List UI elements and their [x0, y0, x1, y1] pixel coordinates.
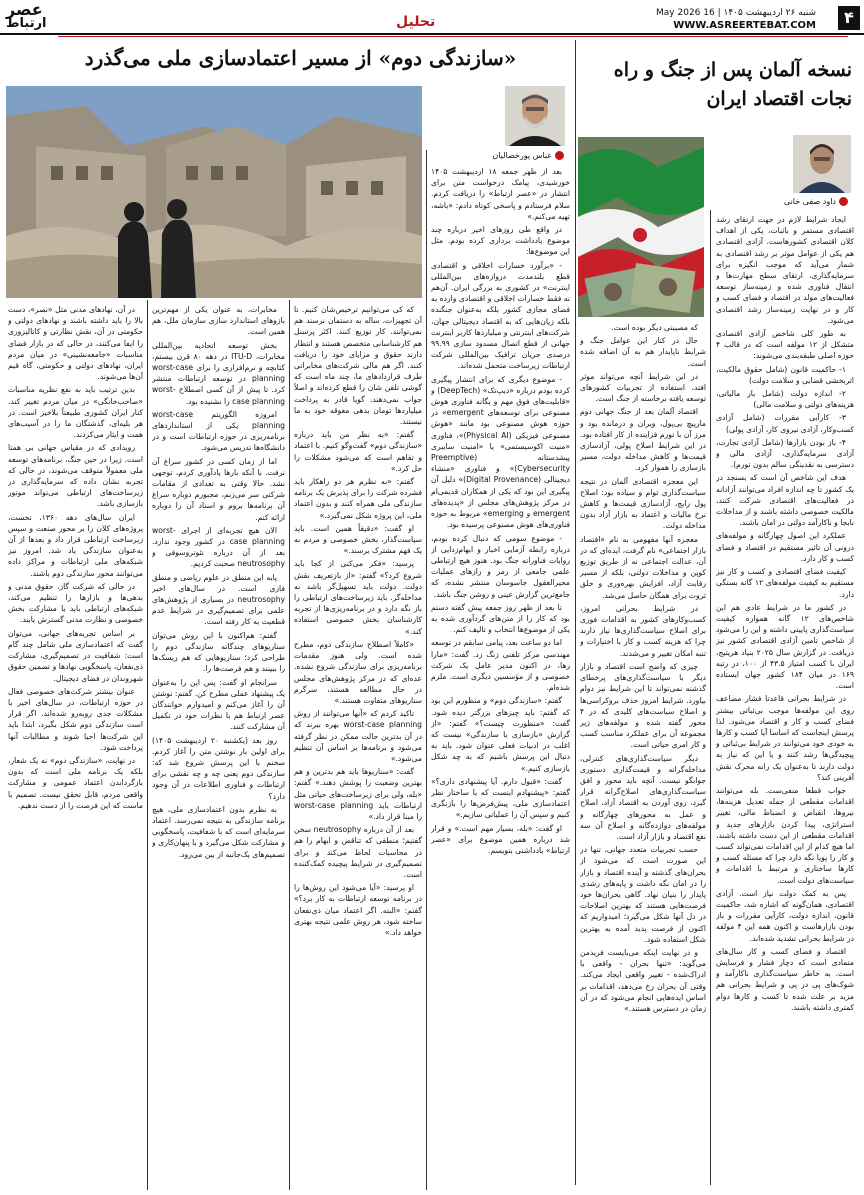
- article-paragraph: در شرایط بحرانی قاعدتا فشار مضاعف روی این مولفه‌ها موجب بی‌ثباتی بیشتر فضای کسب و کار و اقتصاد می‌شود. لذا پرسش اینجاست که اساسا آیا کسب و کارها به خودی خود می‌توانند در شرایط بی‌ثباتی و پیچیدگی‌ها رشد کنند و یا این که نیاز به دولت دارند تا به‌عنوان یک رانه محرک نقش آفرینی کند؟: [716, 694, 854, 782]
- right-author-byline: داود صفی خانی: [784, 197, 848, 206]
- article-paragraph: در کشور ما در شرایط عادی هم این شاخص‌های ۱۲ گانه همواره کیفیت سیاست‌گذاری پایینی داشته و این را می‌شود از شاخص تامین آزادی اقتصادی کشور نیز دریافت. در گزارش سال ۲۰۲۵ بنیاد هریتیج، ایران با کسب امتیاز ۴۳.۵ از ۱۰۰، در رتبه ۱۶۹ در میان ۱۸۴ کشور جهان ایستاده است.: [716, 602, 854, 691]
- article-paragraph: در شرایط بحرانی امروز، کسب‌وکارهای کشور به اقدامات فوری برای اصلاح سیاست‌گذاری‌ها نیاز دارند چرا که هزینه کسب و کار با اختیارات و تنبه امکان تغییر و می‌شدند.: [580, 603, 706, 658]
- article-paragraph: گفتم: «به نظرم هر دو راهکار باید فشرده شرکت را برای پذیرش یک برنامه سازندگی ملی همراه کنند و بدون اعتماد ملی، این پروژه شکل نمی‌گیرد.»: [294, 477, 422, 520]
- left-author-byline: عباس پورخصالیان: [492, 151, 564, 160]
- article-paragraph: ۱- حاکمیت قانون (شامل حقوق مالکیت، اثربخشی قضایی و سلامت دولت): [716, 364, 854, 385]
- article-paragraph: «کاملاً اصطلاح سازندگی دوم، مطرح شده است. ولی هنوز مقدمات برنامه‌ریزی برای سازندگی شروع نشده. عده‌ای که در مرکز پژوهش‌های مجلس در حال مطالعه هستند، سرگرم سناریوهای متفاوت هستند.»: [294, 639, 422, 705]
- newspaper-logo: [6, 2, 46, 32]
- article-paragraph: عنوان بیشتر شرکت‌های خصوصی فعال در حوزه ارتباطات، در سال‌های اخیر با مشکلات جدی روبه‌رو شده‌اند. اگر قرار است سازندگی دوم شکل بگیرد، ابتدا باید این شرکت‌ها احیا شوند و مطالبات آنها پرداخت شود.: [8, 686, 143, 752]
- flag-money-photo: [578, 137, 704, 317]
- article-paragraph: او گفت: «بله، بسیار مهم است.» و قرار شد درباره همین موضوع برای «عصر ارتباط» یادداشتی بنویسم.: [431, 823, 570, 855]
- article-paragraph: تاکید کردم که «آنها می‌توانند از روش worst-case planning بهره ببرند که در آن بدترین حالت ممکن در نظر گرفته می‌شود و برنامه‌ها بر اساس آن تنظیم می‌شود.»: [294, 709, 422, 763]
- article-divider: [575, 40, 576, 1185]
- column-divider: [710, 210, 711, 1185]
- article-paragraph: پرسید: «فکر می‌کنی از کجا باید شروع کرد؟» گفتم: «از بازتعریف نقش دولت. دولت باید تسهیل‌گر باشد نه مداخله‌گر. باید زیرساخت‌های ارتباطی را باز نگه دارد و در برنامه‌ریزی‌ها از تجربه کارشناسان بخش خصوصی استفاده کند.»: [294, 559, 422, 636]
- article-paragraph: ۴- باز بودن بازارها (شامل آزادی تجارت، آزادی سرمایه‌گذاری، آزادی مالی و دسترسی به نقدینگی سالم بدون تورم).: [716, 437, 854, 470]
- article-paragraph: که مصیبتی دیگر بوده است.: [611, 323, 698, 332]
- article-paragraph: هدف این شاخص آن است که بسنجد در یک کشور تا چه اندازه افراد می‌توانند آزادانه در فعالیت‌های اقتصادی شرکت کنند، مالکیت خصوصی داشته باشند و از مداخلات نابجا و ناکارآمد دولتی در امان باشند.: [716, 473, 854, 528]
- article-paragraph: اما دو ساعت بعد، پیامی سابقم در توسعه مهندسی مرکز تلفنی زنگ زد. گفت: «مارا رها، در اکنون مدیر عامل یک شرکت خصوصی و از مؤسسین دیگری است. ملزم شده‌ام.: [431, 638, 570, 693]
- article-paragraph: در حالی که شرکت گاز، حقوق مدنی و بدهی‌ها و بازارها را تنظیم می‌کند، شبکه‌های ارتباطی باید با مشارکت بخش خصوصی و نظارت مدنی گسترش یابند.: [8, 581, 143, 625]
- article-paragraph: روز بعد (یکشنبه ۲۰ اردیبهشت ۱۴۰۵) برای اولین بار نوشتن متن را آغاز کردم. سخنم با این پرسش شروع شد که: سازندگی دوم یعنی چه و چه نقشی برای ارتباطات و فناوری اطلاعات در آن وجود دارد؟: [152, 735, 285, 801]
- article-paragraph: گفتم: «به نظر من باید درباره «سازندگی دوم» گفت‌وگو کنیم. با اعتماد و تفاهم است که می‌شود مشکلات را حل کرد.»: [294, 430, 422, 473]
- right-column-1: [716, 214, 854, 1190]
- article-paragraph: الان هیچ تجربه‌ای از اجرای worst-case planning در کشور وجود ندارد. بعد از آن درباره نئوتروسوفی و neutrosophy صحبت کردیم.: [152, 525, 285, 569]
- issue-date: شنبه ۲۶ اردیبهشت ۱۴۰۵ | 16 May 2026: [656, 8, 816, 18]
- article-paragraph: سرانجام او گفت: پس این را به‌عنوان یک پیشنهاد عملی مطرح کن. گفتم: نوشتن آن را آغاز می‌کنم و امیدوارم خوانندگان عصر ارتباط هم با نظرات خود در تکمیل آن مشارکت کنند.: [152, 677, 285, 732]
- pen-icon: [555, 151, 564, 160]
- section-rule: [58, 36, 848, 37]
- right-article-title: نسخه آلمان پس از جنگ و راه نجات اقتصاد ایران: [613, 59, 852, 110]
- article-paragraph: و در نهایت اینکه می‌بایست فریدمن می‌گوید: «تنها بحران - واقعی یا ادراک‌شده - تغییر واقعی ایجاد می‌کند. وقتی آن بحران رخ می‌دهد، اقدامات بر اساس ایده‌هایی انجام می‌شود که در آن زمان در دسترس هستند.»: [580, 947, 706, 1013]
- article-paragraph: - موضوع دیگری که برای انتشار پیگیری کرده بودم درباره «دیپ‌تک» (DeepTech) و «قابلیت‌های فوق مهم و یگانه فناوری هوش مصنوعی برای توسعه‌های emergent» در حوزه هوش مصنوعی بود مانند «هوش مصنوعی فیزیکی (Physical AI)»، فناوری «منیت اکوسیستمی» یا «امنیت سایبری پیشدستانه (Preemptive Cybersecurity)» و فناوری «منشاء دیجیتالی (Digital Provenance)» دلیل آن پیگیری این بود که یکی از همکاران قدیمی‌ام در مرکز پژوهش‌های مجلس از «پدیده‌های emergent و emerging» مربوط به حوزه فناوری‌های هوش مصنوعی پرسیده بود.: [431, 374, 570, 530]
- article-paragraph: بر اساس تجربه‌های جهانی، می‌توان گفت که اعتمادسازی ملی شامل چند گام است: شفافیت در تصمیم‌گیری، مشارکت ذی‌نفعان، پاسخگویی نهادها و تضمین حقوق شهروندان در فضای دیجیتال.: [8, 628, 143, 683]
- article-paragraph: پس به کمک دولت نیاز است. آزادی اقتصادی، همان‌گونه که اشاره شد، حاکمیت قانون، اندازه دولت، کارآیی مقررات و باز بودن بازارهاست و اکنون همه این ۴ مولفه در شرایط بحرانی تشدید شده‌اند.: [716, 888, 854, 943]
- article-paragraph: دیگر سیاست‌گذاری‌های کنترلی، مداخله‌گرانه و قیمت‌گذاری دستوری جوابگو نیست. آنچه باید محور و افق سیاست‌گذاری‌های اصلاح‌گرانه قرار گیرد، روی آوردن به اقتصاد آزاد، اصلاح و عمل به محورهای چهارگانه و مولفه‌های دوازده‌گانه و اصلاح آن سه نفع اقتصاد و بازار آزاد است.: [580, 753, 706, 841]
- right-column-2: [580, 322, 706, 1190]
- article-paragraph: به نظرم بدون اعتمادسازی ملی، هیچ برنامه سازندگی به نتیجه نمی‌رسد. اعتماد سرمایه‌ای است که با شفافیت، پاسخگویی و مشارکت شکل می‌گیرد و با پنهان‌کاری و تصمیم‌های یک‌جانبه از بین می‌رود.: [152, 804, 285, 859]
- article-paragraph: که کی می‌توانیم ترخیص‌شان کنیم. تا آن تجهیزات، ساله به دستمان نرسند هم نمی‌توانند. کار توزیع کنند. اکثر پرسنل هم کارشناسانی متخصص هستند و انتظار دارند حقوق و مزایای خود را دریافت کنند. اگر هم مالی شرکت‌های مخابراتی طرف قراردادهای ما، چند ماه است که گوشی تلفن شان را قطع کرده‌اند و اصلاً جواب نمی‌دهند. گویا قادر به پرداخت میلیاردها تومان بدهی معوقه خود به ما نیستند.: [294, 305, 422, 427]
- header-rule: [0, 33, 864, 35]
- logo-line-2: ارتباط: [6, 16, 47, 31]
- article-paragraph: حسب تجربیات متعدد جهانی، تنها در این صورت است که می‌شود از بحران‌های گذشته و آینده اقتصاد و بازار را در امان نگه داشت و پایه‌های رشدی پایدار را بنیان نهاد. گاهی بحران‌ها خود فرصت‌هایی هستند که بهترین اصلاحات در دل آنها شکل می‌گیرد؛ امیدواریم که اکنون از فرصت پدید آمده به بهترین شکل استفاده شود.: [580, 845, 706, 944]
- column-divider: [147, 300, 148, 1190]
- article-paragraph: ۲- اندازه دولت (شامل بار مالیاتی، هزینه‌های دولتی و سلامت مالی): [716, 389, 854, 410]
- left-column-2: [294, 304, 422, 1190]
- article-paragraph: حال در کنار این عوامل جنگ و شرایط ناپایدار هم به آن اضافه شده است.: [580, 336, 706, 368]
- article-paragraph: بدین ترتیب باید به نفع نظریه مناسبات «صاحب‌خانگی» در میان مردم تغییر کند. کنار ایران کشوری طبیعتاً بلاخیز است. در هر بلیه‌ای، گذشتگان ما را در آسیب‌های همت و ایثار می‌کردند.: [8, 385, 143, 440]
- article-paragraph: چیزی که واضح است اقتصاد و بازار دیگر با سیاست‌گذاری‌های پرخطای گذشته نمی‌تواند تا این شرایط نیز دوام بیاورد. شرایط امروز حذف بروکراسی‌ها و اصلاح سیاست‌های کلیدی که در ۴ محور گفته شده و مولفه‌های زیر مجموعه آن برای عملکرد مناسب کسب و کار امری حیاتی است.: [580, 661, 706, 750]
- article-paragraph: او گفت: «دقیقاً همین است. باید سیاست‌گذار، بخش خصوصی و مردم به یک فهم مشترک برسند.»: [294, 523, 422, 556]
- article-paragraph: این معجزه اقتصادی آلمان در نتیجه سیاست‌گذاری توام و سیاده بود: اصلاح پول رایج، آزادسازی قیمت‌ها و کاهش نرخ مالیات و اعتماد به بازار آزاد بدون مداخله دولت.: [580, 476, 706, 531]
- left-article-title: «سازندگی دوم» از مسیر اعتمادسازی ملی می‌گذرد: [84, 46, 517, 70]
- article-paragraph: پایه این منطق در علوم ریاضی و منطق فازی است. در سال‌های اخیر neutrosophy در بسیاری از پژوهش‌های علمی برای تصمیم‌گیری در شرایط عدم قطعیت به کار رفته است.: [152, 572, 285, 627]
- article-paragraph: گفت: «قبول دارم. آیا پیشنهادی داری؟» گفتم: «پیشنهادم اینست که با ساختار نظر اعتمادسازی ملی، پیش‌فرض‌ها را بازنگری کنیم و سپس آن را عملیاتی سازیم.»: [431, 776, 570, 820]
- article-paragraph: ایجاد شرایط لازم در جهت ارتقای رشد اقتصادی مستمر و باثبات، یکی از اهداف کلان اقتصادی کشورهاست. آزادی اقتصادی هم یکی از عوامل موثر بر رشد اقتصادی به شمار می‌آید که موجب انگیزه برای سرمایه‌گذاری، ارتقای سطح مهارت‌ها و انتقال فناوری شده و زمینه‌ساز توسعه فعالیت‌های مولد در اقتصاد و فضای کسب و کار و در نهایت زمینه‌ساز رشد اقتصادی می‌شود.: [716, 215, 854, 325]
- article-paragraph: در واقع طی روزهای اخیر درباره چند موضوع یادداشت برداری کرده بودم. مثل این موضوع‌ها:: [431, 225, 570, 257]
- article-paragraph: تا بعد از ظهر روز جمعه پیش گفته دستم بود که کار را از متن‌های گردآوری شده به یکی از موضوع‌ها انتخاب و تالیف کنم.: [431, 602, 570, 635]
- article-paragraph: معجزه آنها مفهومی به نام «اقتصاد بازار اجتماعی» نام گرفت، ایده‌ای که در آن، عدالت اجتماعی نه از طریق توزیع کوپن و مداخلات دولتی، بلکه از مسیر رقابت آزاد، افزایش بهره‌وری و خلق ثروت برای همگان حاصل می‌شد.: [580, 534, 706, 600]
- column-divider: [426, 150, 427, 1190]
- article-paragraph: بعد از ظهر جمعه ۱۸ اردیبهشت ۱۴۰۵ خورشیدی، پیامک درخواست متن برای انتشار در «عصر ارتباط» را دریافت کردم. سلام فرستادم و پاسخی کوتاه دادم: «باشه، تهیه می‌کنم.»: [431, 167, 570, 221]
- article-paragraph: در این شرایط آنچه می‌تواند موثر افتد، استفاده از تجربیات کشورهای توسعه یافته برخاسته از جنگ است.: [580, 371, 706, 404]
- article-paragraph: اقتصاد آلمان بعد از جنگ جهانی دوم مارپیچ بی‌پول، ویران و درمانده بود و مرز آن با تورم فزاینده از کار افتاده بود. در این شرایط اصلاح پولی، آزادسازی قیمت‌ها و کاهش مداخله دولت، مسیر بازسازی را هموار کرد.: [580, 407, 706, 473]
- article-paragraph: اما از زمان کسی در کشور سراغ آن نرفت. با آنکه بارها یادآوری کردم، توجهی نشد. حالا وقتی به تعدادی از مقامات شرکتی سر می‌زنم، مجبورم دوباره سراغ آن برنامه‌ها بروم و اسناد آن را دوباره ارائه کنم.: [152, 456, 285, 522]
- logo-line-1: عصر: [6, 0, 43, 19]
- article-paragraph: ۳- کارآیی مقررات (شامل آزادی کسب‌وکار، آزادی نیروی کار، آزادی پولی): [716, 413, 854, 434]
- article-paragraph: - «برآورد خسارات اخلاقی و اقتصادی قطع بلندمدت دروازه‌های بین‌المللی اینترنت» در کشوری به بزرگی ایران. آن‌هم نه فقط خسارات اخلاقی و اقتصادی وارده به فضای مجازی کشور بلکه به‌عنوان جنگنده بلکه زیان‌هایی که به اقتصاد دیجیتالی جهان، شرکت‌های اینترنتی و میلیاردها کاربر اینترنت جهانی از قطع اتصال مسدود سازی ۹۹.۹۹ درصدی جریان ترافیک بین‌المللی شرکت ارتباطات زیرساخت متحمل شده‌اند.: [431, 260, 570, 371]
- article-paragraph: اقتصاد و فضای کسب و کار سال‌های متمادی است که دچار فشار و فرسایش است. به خاطر سیاست‌گذاری ناکارآمد و شوک‌های پی در پی و شرایط بحرانی هم مزید بر علت شده تا کسب و کارها دوام کمتری داشته باشند.: [716, 946, 854, 1012]
- section-label: تحلیل: [396, 14, 436, 30]
- article-paragraph: گفت: «سناریو‌ها باید هم بدترین و هم بهترین وضعیت را پوشش دهند.» گفتم: «بله، ولی برای زیرساخت‌های حیاتی مثل ارتباطات باید worst-case planning را مبنا قرار داد.»: [294, 767, 422, 821]
- article-paragraph: - موضوع سومی که دنبال کرده بودم، درباره رابطه آزمایی اخبار و ابهام‌زدایی از روایات فناورانه جنگ بود. هنوز هیچ ارتباطی علمی جامعی از رمز و رازهای عملیات محیرالعقول جاسوسان منتشر نشده، که جامع‌ترین گزارش عینی و روشن جنگ باشد.: [431, 533, 570, 599]
- article-paragraph: گفتم: هم‌اکنون با این روش می‌توان سناریوهای چندگانه سازندگی دوم را طراحی کرد؛ سناریوهایی که هم ریسک‌ها را ببینند و هم فرصت‌ها را.: [152, 630, 285, 674]
- article-paragraph: او پرسید: «آیا می‌شود این روش‌ها را در برنامه توسعه ارتباطات به کار برد؟» گفتم: «البته. اگر اعتماد میان ذی‌نفعان ساخته شود، هر روش علمی نتیجه بهتری خواهد داد.»: [294, 883, 422, 937]
- pen-icon: [839, 197, 848, 206]
- article-paragraph: گفتم: «سازندگی دوم» و منظورم این بود که گفتم: باید چیزهای بزرگتر دیده شود. گفت: «منظورت چیست؟» گفتم: «از گزارش «بازسازی یا سازندگی» نیست که اغلب در ادبیات فعلی عنوان شود. باید به دنبال این پرسش باشیم که به چه شکل بازسازی کنیم.»: [431, 696, 570, 773]
- column-divider: [289, 300, 290, 1190]
- left-column-4: [8, 304, 143, 1190]
- article-paragraph: کیفیت فضای اقتصادی و کسب و کار نیز مستقیم به کیفیت مولفه‌های ۱۲ گانه بستگی دارد.: [716, 567, 854, 599]
- author-photo-right: [793, 135, 851, 193]
- article-paragraph: ایران سال‌های دهه ۱۳۶۰، نخست، پروژه‌های کلان را بر محور صنعت و سپس زیرساخت ارتباطی قرار داد و بعدها از آن به‌عنوان سازندگی یاد شد. امروز نیز شبکه‌های ملی ارتباطات و مراکز داده می‌توانند محور سازندگی دوم باشند.: [8, 512, 143, 578]
- article-paragraph: بخش توسعه اتحادیه بین‌المللی مخابرات، ITU-D در دهه ۸۰ قرن بیستم، کتابچه و نرم‌افزاری را برای worst-case planning در توسعه ارتباطات منتشر کرد. تا پیش از آن کسی اصطلاح worst-case planning را نشنیده بود.: [152, 340, 285, 406]
- left-column-3: [152, 304, 285, 1190]
- article-paragraph: جواب قطعا منفی‌ست. بله می‌توانند اقدامات مقطعی از جمله تعدیل هزینه‌ها، نیروها، انقباض و انضباط مالی، تغییر استراتژی، پیدا کردن بازارهای جدید و اقدامات مقطعی از این دست داشته باشند، اما هیچ کدام از این اقدامات نمی‌تواند کسب و کار را پویا نگه دارد چرا که مسئله کسب و کارها ساختاری و مرتبط با اقدامات و سیاست‌های دولت است.: [716, 785, 854, 885]
- article-paragraph: مخابرات، به عنوان یکی از مهم‌ترین بازوهای استاندارد سازی سازمان ملل، هم همین است.: [152, 305, 285, 337]
- article-paragraph: امروزه الگوریتم worst-case planning یکی از استانداردهای برنامه‌ریزی در حوزه ارتباطات است و در دانشگاه‌ها تدریس می‌شود.: [152, 409, 285, 453]
- website-url[interactable]: WWW.ASREERTEBAT.COM: [673, 20, 816, 31]
- article-paragraph: رویدادی که در مقیاس جهانی بی همتا است. زیرا در حین جنگ، برنامه‌های توسعه ملی معمولاً متوقف می‌شوند، در حالی که تجربه نشان داده که سرمایه‌گذاری در زیرساخت‌های ارتباطی می‌تواند موتور بازسازی باشد.: [8, 443, 143, 509]
- left-column-1: [431, 166, 570, 1190]
- article-paragraph: در نهایت، «سازندگی دوم» نه یک شعار، بلکه یک برنامه ملی است که بدون بازگرداندن اعتماد عمومی و مشارکت واقعی مردم، قابل تحقق نیست. تصمیم با ماست که این فرصت را از دست ندهیم.: [8, 755, 143, 810]
- article-paragraph: عملکرد این اصول چهارگانه و مولفه‌های درونی آن تاثیر مستقیم در اقتصاد و فضای کسب و کار دارد.: [716, 531, 854, 563]
- article-paragraph: در آن، نهادهای مدنی مثل «نصر»، دست بالا را باید داشته باشند و نهادهای دولتی و حکومتی در آن، نقش نظارتی و کاتالیزوری را ایفا می‌کنند، در حالی که در بازار فضای مناسبات «جامعه‌نشینی» در میان مردم ایران، نهادهای دولتی و حکومتی، گاه قیم آن‌ها می‌شوند.: [8, 305, 143, 382]
- page-number: ۴: [838, 6, 860, 30]
- article-paragraph: بعد از آن درباره neutrosophy سخن گفتیم؛ منطقی که تناقض و ابهام را هم در محاسبات لحاظ می‌کند و برای تصمیم‌گیری در شرایط پیچیده کمک‌کننده است.: [294, 825, 422, 879]
- author-photo-left: [505, 86, 565, 146]
- article-paragraph: به طور کلی شاخص آزادی اقتصادی متشکل از ۱۲ مولفه است که در قالب ۴ حوزه اصلی طبقه‌بندی می‌شوند:: [716, 329, 854, 361]
- ruined-building-photo: [6, 86, 422, 298]
